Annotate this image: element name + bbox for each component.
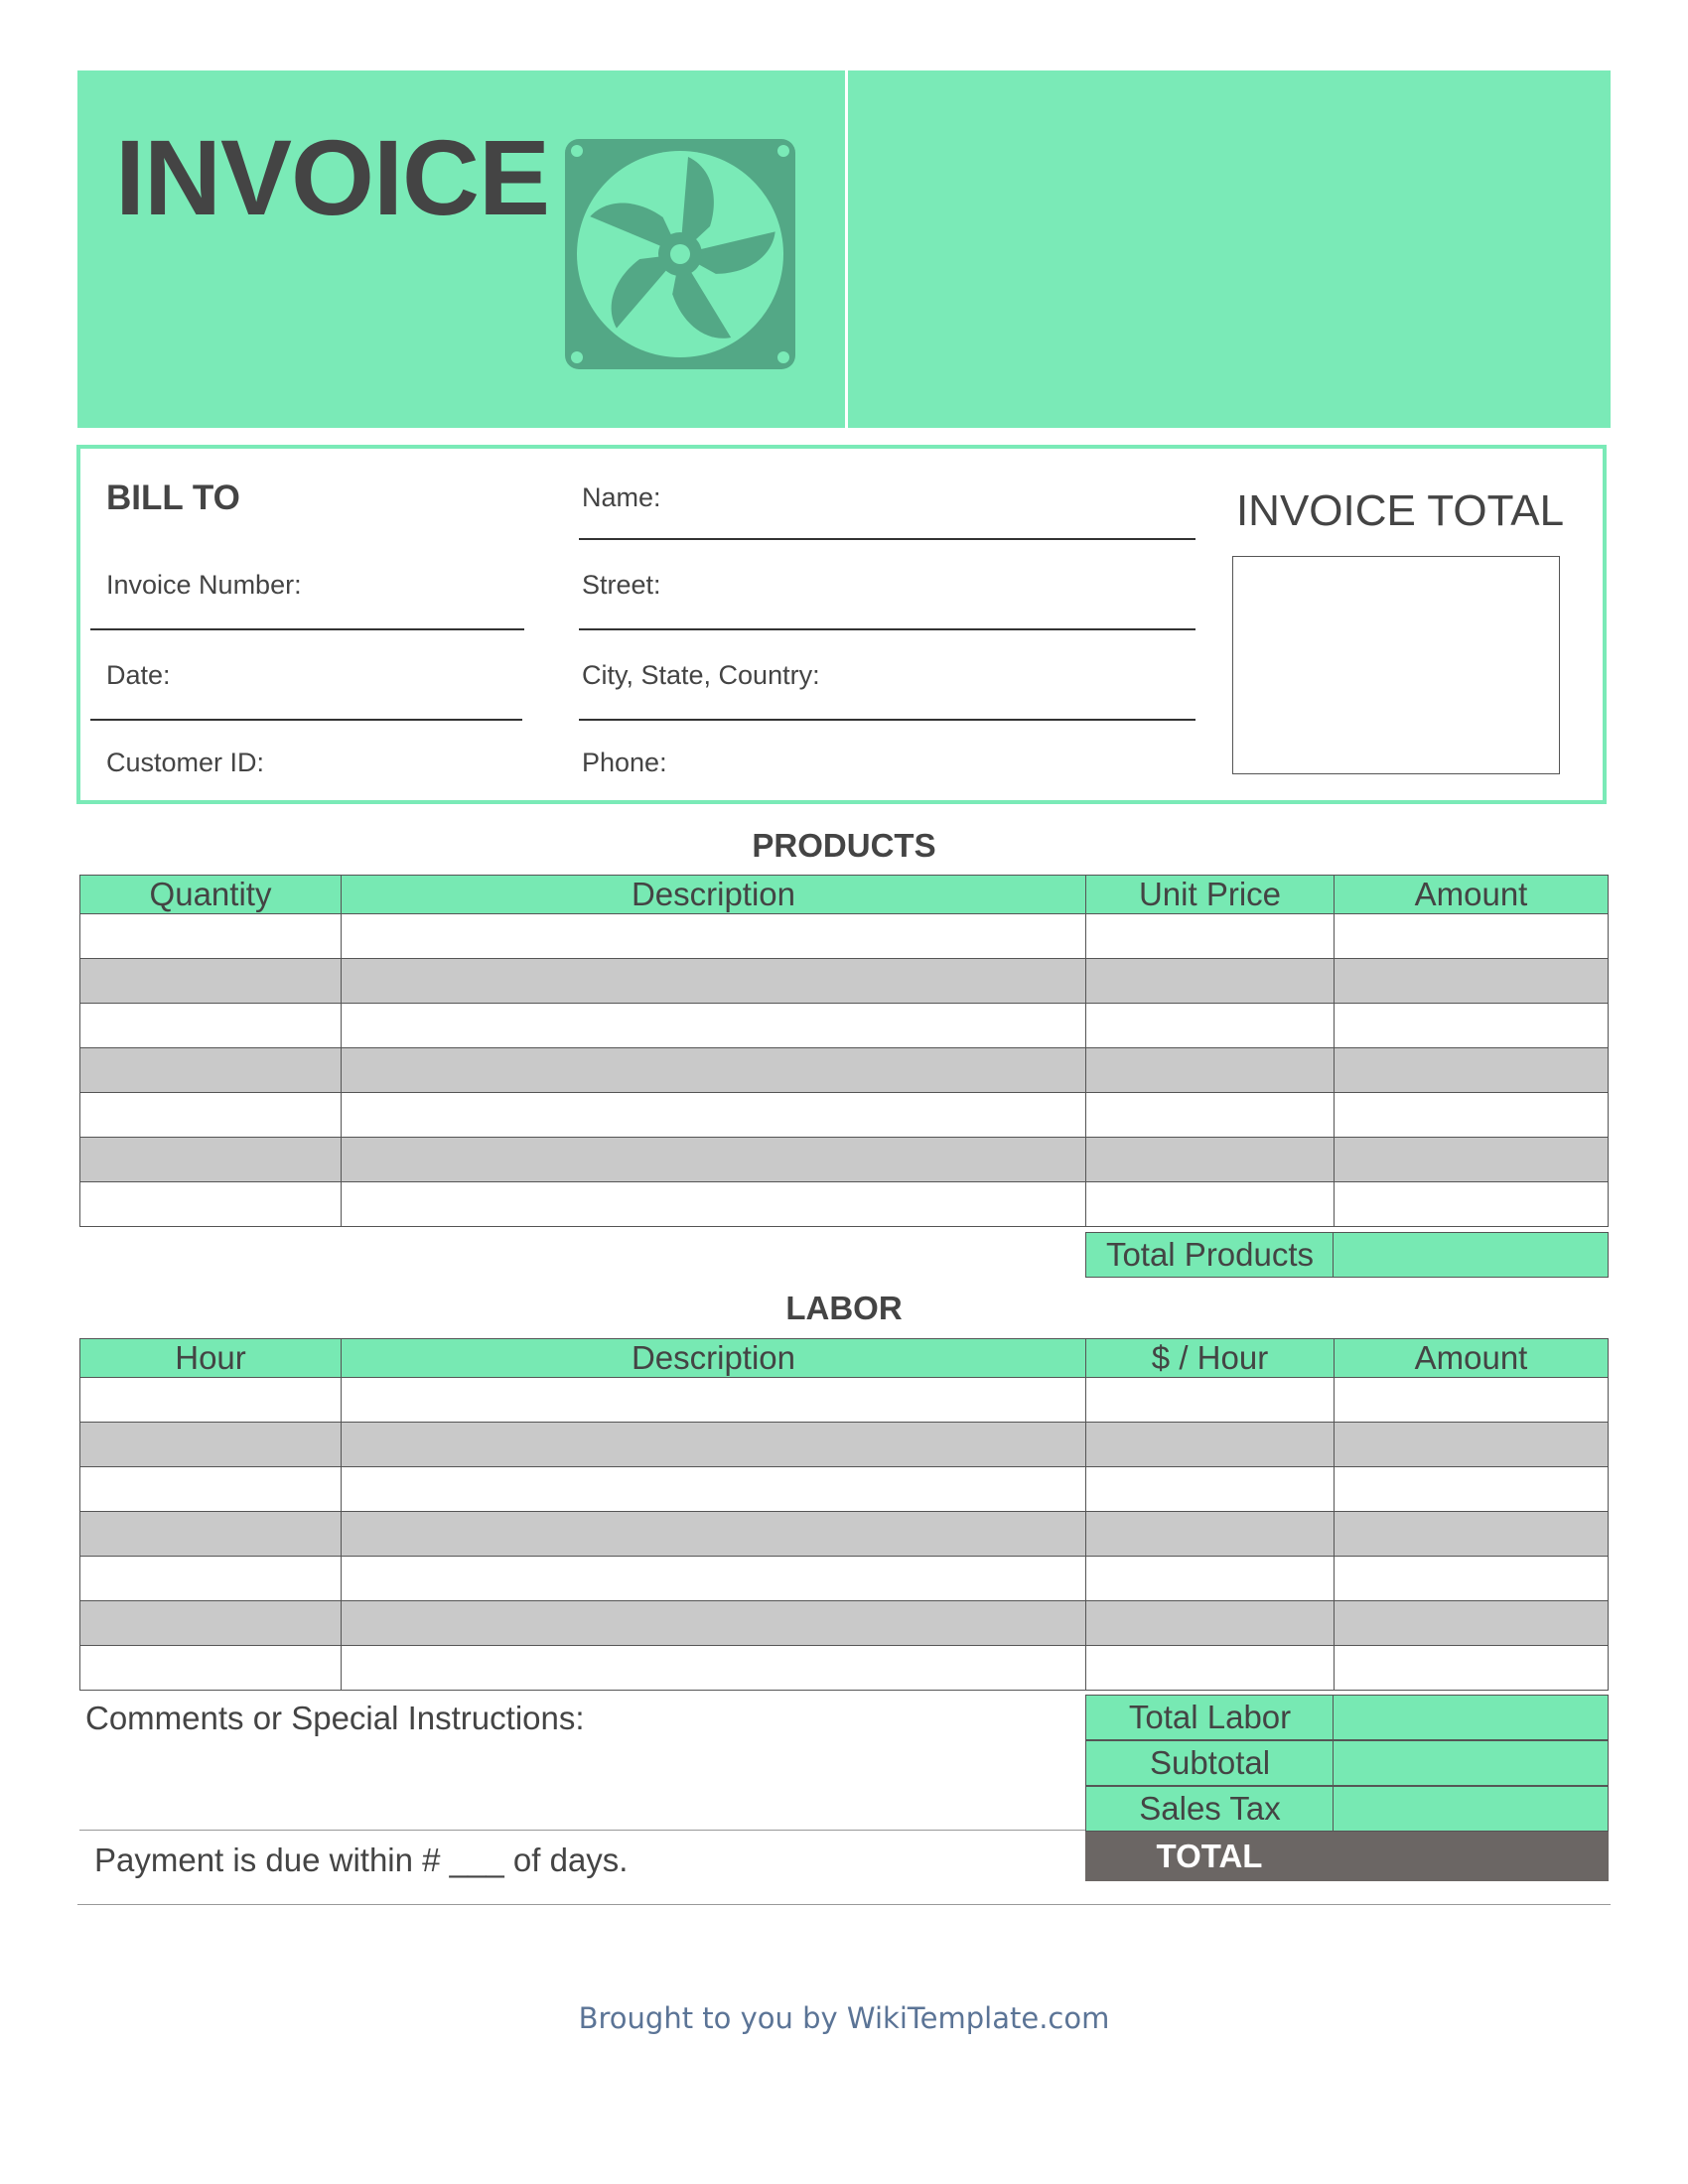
cell[interactable]: [342, 1601, 1086, 1646]
subtotal-value[interactable]: [1333, 1740, 1609, 1786]
table-row: [80, 1467, 1609, 1512]
cell[interactable]: [1335, 1646, 1609, 1691]
table-row: [80, 1378, 1609, 1423]
phone-label: Phone:: [582, 748, 667, 777]
cell[interactable]: [1335, 1182, 1609, 1227]
cell[interactable]: [342, 1423, 1086, 1467]
cell[interactable]: [342, 1093, 1086, 1138]
header-band: [77, 70, 845, 428]
total-labor-label: Total Labor: [1085, 1695, 1335, 1740]
table-row: [80, 1004, 1609, 1048]
cell[interactable]: [80, 1004, 342, 1048]
cell[interactable]: [1335, 1557, 1609, 1601]
cell[interactable]: [1086, 914, 1335, 959]
total-products-value[interactable]: [1333, 1232, 1609, 1278]
footer-credit: Brought to you by WikiTemplate.com: [578, 2001, 1110, 2035]
cell[interactable]: [80, 1423, 342, 1467]
name-field[interactable]: [579, 538, 1196, 540]
table-row: [80, 1182, 1609, 1227]
sales-tax-value[interactable]: [1333, 1786, 1609, 1832]
cell[interactable]: [1335, 959, 1609, 1004]
cell[interactable]: [80, 1646, 342, 1691]
cell[interactable]: [1335, 1093, 1609, 1138]
table-row: [80, 1093, 1609, 1138]
cell[interactable]: [1086, 1467, 1335, 1512]
cell[interactable]: [1335, 1378, 1609, 1423]
cell[interactable]: [1086, 1601, 1335, 1646]
cell[interactable]: [1086, 1512, 1335, 1557]
cell[interactable]: [1086, 1093, 1335, 1138]
cell[interactable]: [1335, 1004, 1609, 1048]
invoice-number-field[interactable]: [90, 628, 524, 630]
cell[interactable]: [1086, 1423, 1335, 1467]
labor-col-amount: Amount: [1335, 1339, 1609, 1378]
cell[interactable]: [80, 1093, 342, 1138]
name-label: Name:: [582, 482, 661, 512]
sales-tax-label: Sales Tax: [1085, 1786, 1335, 1832]
table-row: [80, 1138, 1609, 1182]
cell[interactable]: [1335, 1512, 1609, 1557]
products-title: PRODUCTS: [752, 827, 936, 864]
cell[interactable]: [80, 1182, 342, 1227]
cell[interactable]: [80, 1512, 342, 1557]
cell[interactable]: [342, 1512, 1086, 1557]
products-col-amount: Amount: [1335, 876, 1609, 914]
cell[interactable]: [342, 959, 1086, 1004]
date-field[interactable]: [90, 719, 522, 721]
products-col-quantity: Quantity: [80, 876, 342, 914]
cell[interactable]: [1335, 914, 1609, 959]
cell[interactable]: [342, 1138, 1086, 1182]
cell[interactable]: [1086, 959, 1335, 1004]
cell[interactable]: [1335, 1138, 1609, 1182]
invoice-number-label: Invoice Number:: [106, 570, 302, 600]
street-field[interactable]: [579, 628, 1196, 630]
comments-label: Comments or Special Instructions:: [85, 1700, 585, 1736]
cell[interactable]: [80, 914, 342, 959]
header-band-right: [848, 70, 1611, 428]
fan-icon: [561, 135, 799, 373]
products-table: [79, 875, 1609, 1227]
labor-title: LABOR: [785, 1290, 903, 1326]
labor-table: [79, 1338, 1609, 1691]
cell[interactable]: [342, 1467, 1086, 1512]
table-row: [80, 1512, 1609, 1557]
cell[interactable]: [1335, 1423, 1609, 1467]
invoice-total-field[interactable]: [1232, 556, 1560, 774]
labor-col-hour: Hour: [80, 1339, 342, 1378]
table-row: [80, 1601, 1609, 1646]
cell[interactable]: [1335, 1048, 1609, 1093]
cell[interactable]: [80, 1378, 342, 1423]
city-state-country-field[interactable]: [579, 719, 1196, 721]
cell[interactable]: [1086, 1138, 1335, 1182]
table-row: [80, 1646, 1609, 1691]
cell[interactable]: [1086, 1182, 1335, 1227]
divider: [79, 1830, 1085, 1831]
products-col-unit-price: Unit Price: [1086, 876, 1335, 914]
cell[interactable]: [80, 1601, 342, 1646]
street-label: Street:: [582, 570, 661, 600]
subtotal-label: Subtotal: [1085, 1740, 1335, 1786]
cell[interactable]: [1086, 1378, 1335, 1423]
cell[interactable]: [342, 1378, 1086, 1423]
table-row: [80, 959, 1609, 1004]
cell[interactable]: [1086, 1646, 1335, 1691]
total-products-label: Total Products: [1085, 1232, 1335, 1278]
cell[interactable]: [342, 914, 1086, 959]
products-col-description: Description: [342, 876, 1086, 914]
city-state-country-label: City, State, Country:: [582, 660, 820, 690]
cell[interactable]: [1086, 1557, 1335, 1601]
table-row: [80, 914, 1609, 959]
cell[interactable]: [1335, 1601, 1609, 1646]
grand-total-label: TOTAL: [1156, 1838, 1263, 1874]
invoice-total-label: INVOICE TOTAL: [1235, 486, 1565, 535]
payment-terms: Payment is due within # ___ of days.: [94, 1842, 629, 1878]
cell[interactable]: [342, 1048, 1086, 1093]
divider: [77, 1904, 1611, 1905]
labor-col-rate: $ / Hour: [1086, 1339, 1335, 1378]
cell[interactable]: [80, 959, 342, 1004]
cell[interactable]: [1086, 1048, 1335, 1093]
customer-id-label: Customer ID:: [106, 748, 265, 777]
table-row: [80, 1557, 1609, 1601]
cell[interactable]: [80, 1048, 342, 1093]
grand-total-bar[interactable]: [1085, 1832, 1609, 1881]
table-row: [80, 1048, 1609, 1093]
cell[interactable]: [80, 1138, 342, 1182]
bill-to-heading: BILL TO: [106, 478, 240, 517]
invoice-title: INVOICE: [115, 117, 550, 237]
date-label: Date:: [106, 660, 171, 690]
cell[interactable]: [80, 1467, 342, 1512]
total-labor-value[interactable]: [1333, 1695, 1609, 1740]
cell[interactable]: [342, 1646, 1086, 1691]
table-row: [80, 1423, 1609, 1467]
cell[interactable]: [1335, 1467, 1609, 1512]
cell[interactable]: [1086, 1004, 1335, 1048]
cell[interactable]: [342, 1557, 1086, 1601]
cell[interactable]: [80, 1557, 342, 1601]
labor-col-description: Description: [342, 1339, 1086, 1378]
cell[interactable]: [342, 1182, 1086, 1227]
cell[interactable]: [342, 1004, 1086, 1048]
